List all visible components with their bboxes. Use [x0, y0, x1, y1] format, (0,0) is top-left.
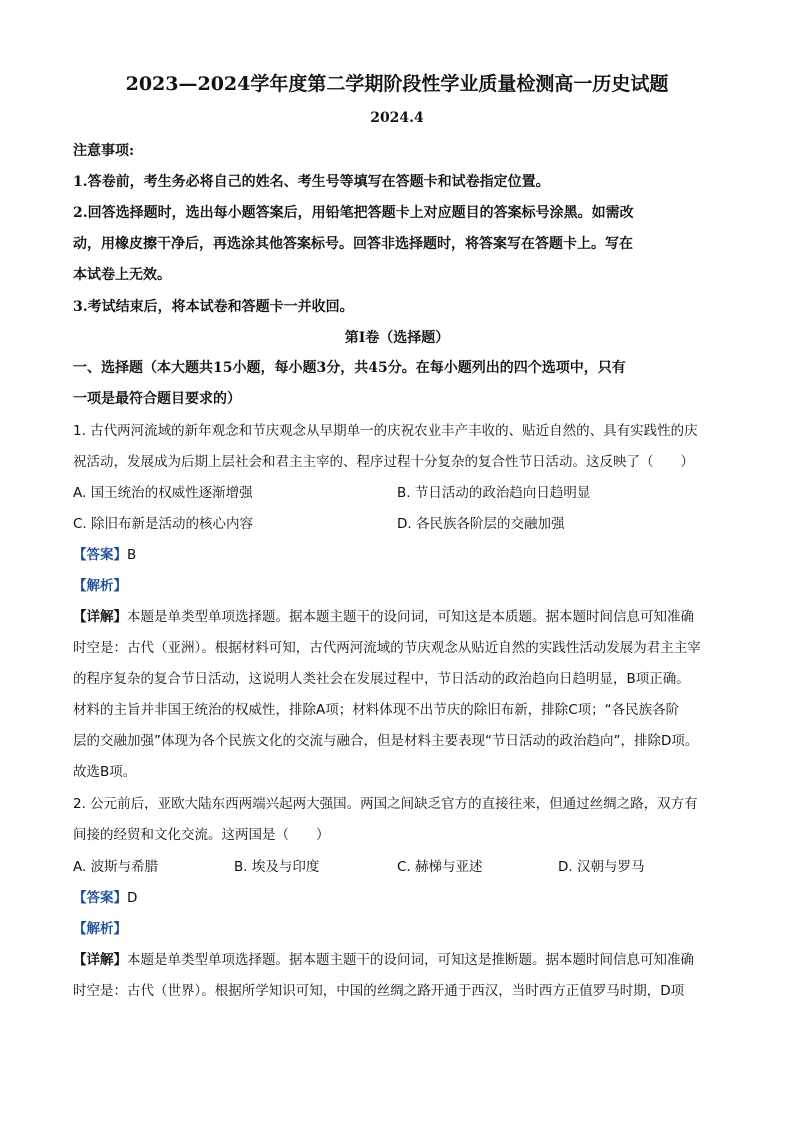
section-intro: 一项是最符合题目要求的）: [73, 391, 241, 407]
question-1-option-a: A. 国王统治的权威性逐渐增强: [73, 485, 253, 501]
question-2-option-c: C. 赫梯与亚述: [397, 859, 483, 875]
question-1-answer: [73, 545, 723, 565]
question-2-analysis: [73, 919, 723, 939]
question-1-detail-line: 故选B项。: [73, 764, 137, 780]
answer-tag: 【答案】: [73, 890, 127, 906]
section-intro: 一、选择题（本大题共15小题，每小题3分，共45分。在每小题列出的四个选项中，只有: [73, 360, 626, 376]
question-1-detail: [73, 607, 723, 627]
detail-text: 本题是单类型单项选择题。据本题主题干的设问词，可知这是本质题。据本题时间信息可知准确: [127, 609, 694, 625]
question-1-option-d: D. 各民族各阶层的交融加强: [397, 516, 565, 532]
notice-item: 1.答卷前，考生务必将自己的姓名、考生号等填写在答题卡和试卷指定位置。: [73, 174, 550, 190]
section-title: 第Ⅰ卷（选择题）: [344, 330, 450, 346]
answer-value: D: [127, 890, 138, 906]
question-2-option-b: B. 埃及与印度: [234, 859, 320, 875]
question-1-stem: 祝活动，发展成为后期上层社会和君主主宰的、程序过程十分复杂的复合性节日活动。这反映了（ ）: [73, 454, 694, 470]
notice-heading: 注意事项:: [73, 143, 135, 159]
question-2-detail: [73, 950, 723, 970]
detail-tag: 【详解】: [73, 609, 127, 625]
question-2-stem: 2. 公元前后，亚欧大陆东西两端兴起两大强国。两国之间缺乏官方的直接往来，但通过丝绸之路，双方有: [73, 796, 698, 812]
detail-tag: 【详解】: [73, 952, 127, 968]
question-2-option-d: D. 汉朝与罗马: [558, 859, 645, 875]
question-2-stem: 间接的经贸和文化交流。这两国是（ ）: [73, 827, 330, 843]
exam-date: 2024.4: [370, 110, 424, 126]
question-1-detail-line: 层的交融加强”体现为各个民族文化的交流与融合，但是材料主要表现“节日活动的政治趋向”，排除D项。: [73, 733, 699, 749]
notice-item: 3.考试结束后，将本试卷和答题卡一并收回。: [73, 299, 354, 315]
question-1-analysis: [73, 576, 723, 596]
answer-tag: 【答案】: [73, 547, 127, 563]
question-2-answer: [73, 888, 723, 908]
answer-value: B: [127, 547, 137, 563]
question-1-option-c: C. 除旧布新是活动的核心内容: [73, 516, 254, 532]
question-1-detail-line: 的程序复杂的复合节日活动，这说明人类社会在发展过程中，节日活动的政治趋向日趋明显，B项正确。: [73, 671, 690, 687]
notice-item: 本试卷上无效。: [73, 267, 171, 283]
exam-title: 2023—2024学年度第二学期阶段性学业质量检测高一历史试题: [125, 73, 669, 95]
notice-item: 动，用橡皮擦干净后，再选涂其他答案标号。回答非选择题时，将答案写在答题卡上。写在: [73, 236, 633, 252]
detail-text: 本题是单类型单项选择题。据本题主题干的设问词，可知这是推断题。据本题时间信息可知准确: [127, 952, 694, 968]
question-1-stem: 1. 古代两河流域的新年观念和节庆观念从早期单一的庆祝农业丰产丰收的、贴近自然的、具有实践性的庆: [73, 423, 698, 439]
question-2-option-a: A. 波斯与希腊: [73, 859, 159, 875]
notice-item: 2.回答选择题时，选出每小题答案后，用铅笔把答题卡上对应题目的答案标号涂黑。如需改: [73, 205, 634, 221]
analysis-tag: 【解析】: [73, 578, 127, 594]
question-1-option-b: B. 节日活动的政治趋向日趋明显: [397, 485, 591, 501]
question-1-detail-line: 时空是：古代（亚洲）。根据材料可知，古代两河流域的节庆观念从贴近自然的实践性活动发展为君主主宰: [73, 640, 701, 656]
analysis-tag: 【解析】: [73, 921, 127, 937]
question-1-detail-line: 材料的主旨并非国王统治的权威性，排除A项；材料体现不出节庆的除旧布新，排除C项；“各民族各阶: [73, 702, 680, 718]
question-2-detail-line: 时空是：古代（世界）。根据所学知识可知，中国的丝绸之路开通于西汉，当时西方正值罗马时期，D项: [73, 983, 685, 999]
